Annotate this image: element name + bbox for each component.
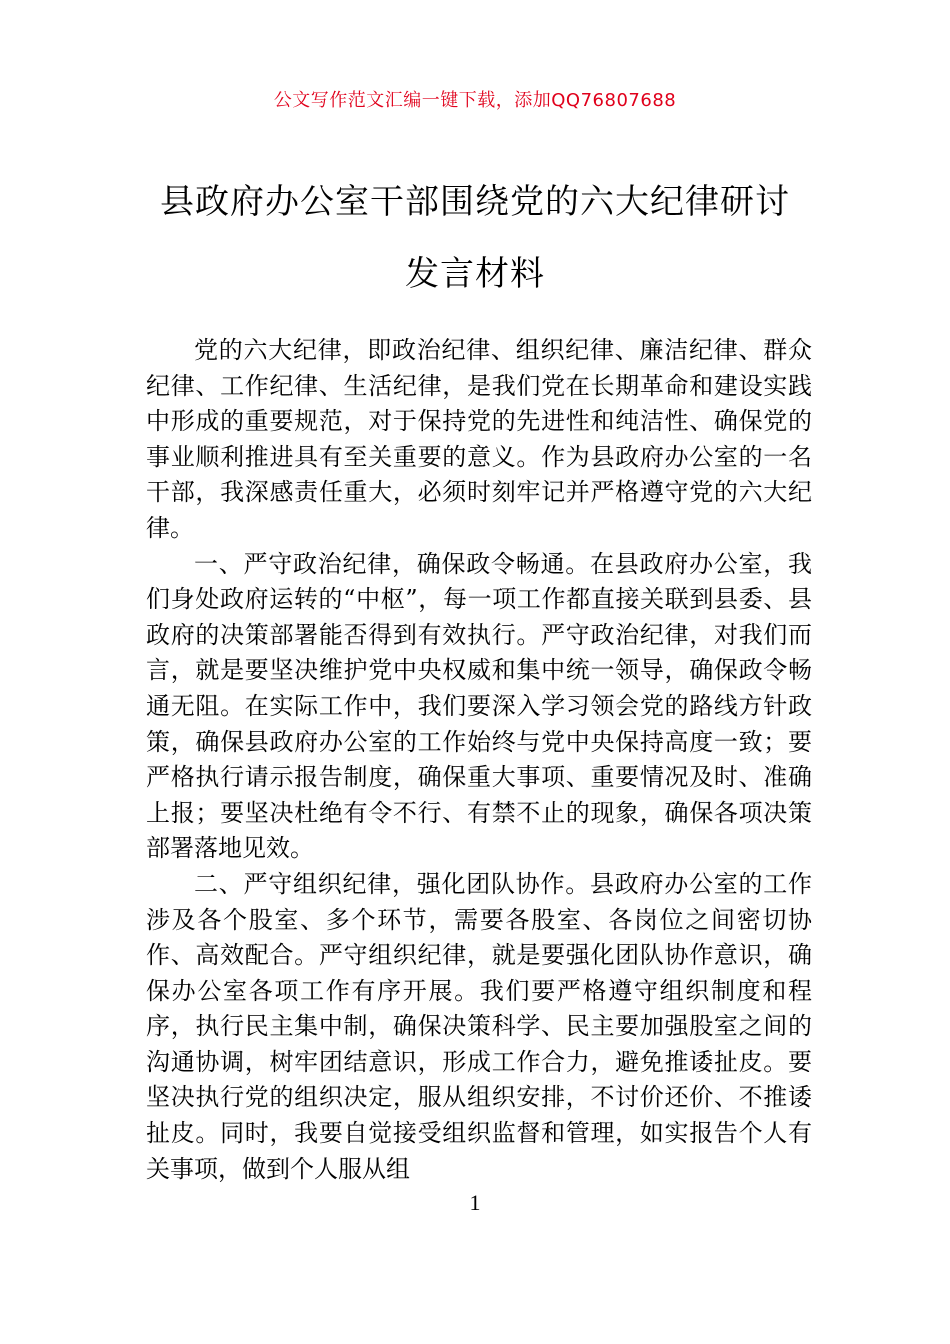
document-body bbox=[146, 333, 812, 1187]
paragraph-text: 党的六大纪律，即政治纪律、组织纪律、廉洁纪律、群众纪律、工作纪律、生活纪律，是我们党在长期革命和建设实践中形成的重要规范，对于保持党的先进性和纯洁性、确保党的事业顺利推进具有至关重要的意义。作为县政府办公室的一名干部，我深感责任重大，必须时刻牢记并严格遵守党的六大纪律。 bbox=[146, 336, 812, 542]
section-one-paragraph bbox=[146, 547, 812, 867]
intro-paragraph bbox=[146, 333, 812, 547]
page-number: 1 bbox=[469, 1190, 481, 1215]
document-title-line-2: 发言材料 bbox=[405, 254, 545, 294]
download-notice: 公文写作范文汇编一键下载，添加QQ76807688 bbox=[273, 90, 677, 111]
paragraph-text: 在县政府办公室，我们身处政府运转的“中枢”，每一项工作都直接关联到县委、县政府的决策部署能否得到有效执行。严守政治纪律，对我们而言，就是要坚决维护党中央权威和集中统一领导，确保政令畅通无阻。在实际工作中，我们要深入学习领会党的路线方针政策，确保县政府办公室的工作始终与党中央保持高度一致；要严格执行请示报告制度，确保重大事项、重要情况及时、准确上报；要坚决杜绝有令不行、有禁不止的现象，确保各项决策部署落地见效。 bbox=[146, 549, 812, 863]
document-title-line-1: 县政府办公室干部围绕党的六大纪律研讨 bbox=[160, 182, 790, 222]
section-two-heading: 二、严守组织纪律，强化团队协作。 bbox=[194, 869, 590, 898]
section-one-heading: 一、严守政治纪律，确保政令畅通。 bbox=[194, 549, 590, 578]
paragraph-text: 县政府办公室的工作涉及各个股室、多个环节，需要各股室、各岗位之间密切协作、高效配合。严守组织纪律，就是要强化团队协作意识，确保办公室各项工作有序开展。我们要严格遵守组织制度和程序，执行民主集中制，确保决策科学、民主要加强股室之间的沟通协调，树牢团结意识，形成工作合力，避免推诿扯皮。要坚决执行党的组织决定，服从组织安排，不讨价还价、不推诿扯皮。同时，我要自觉接受组织监督和管理，如实报告个人有关事项，做到个人服从组 bbox=[146, 869, 812, 1183]
section-two-paragraph bbox=[146, 867, 812, 1187]
